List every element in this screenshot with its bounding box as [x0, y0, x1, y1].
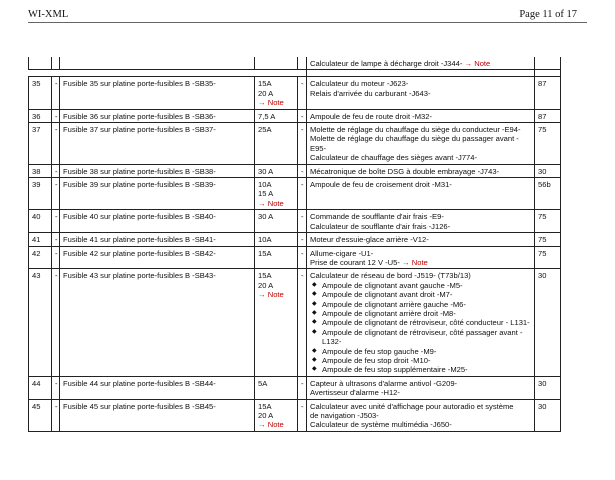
component-text: Prise de courant 12 V -U5-	[310, 257, 400, 267]
component-line: Calculateur de chauffage des sièges avant -J774-	[310, 153, 478, 163]
amperage-cell	[255, 399, 298, 431]
component-line: Avertisseur d'alarme -H12-	[310, 388, 400, 398]
amperage-cell	[255, 164, 298, 177]
component-line	[310, 258, 531, 267]
fuse-number: 36	[29, 109, 52, 122]
fuse-name: Fusible 39 sur platine porte-fusibles B -SB39-	[60, 178, 255, 210]
component-line: Commande de soufflante d'air frais -E9-	[310, 212, 444, 222]
dash-cell: -	[298, 210, 307, 233]
dash-cell: -	[298, 246, 307, 269]
header-rule	[28, 22, 587, 23]
component-cell	[307, 109, 535, 122]
dash-cell: -	[298, 178, 307, 210]
terminal-cell: 75	[535, 210, 561, 233]
table-row	[29, 178, 561, 210]
component-cell	[307, 210, 535, 233]
continuation-text: Calculateur de lampe à décharge droit -J344-	[310, 59, 463, 68]
table-row	[29, 210, 561, 233]
dash-cell: -	[52, 77, 60, 109]
amperage-cell	[255, 210, 298, 233]
fuse-name: Fusible 37 sur platine porte-fusibles B -SB37-	[60, 123, 255, 165]
terminal-cell: 30	[535, 399, 561, 431]
bullet-item: ◆ Ampoule de clignotant de rétroviseur, côté conducteur - L131-	[310, 318, 531, 327]
component-line: Calculateur avec unité d'affichage pour autoradio et système	[310, 401, 514, 411]
amperage-value: 10A	[258, 180, 272, 190]
dash-cell: -	[52, 376, 60, 399]
component-line: Calculateur de soufflante d'air frais -J126-	[310, 221, 451, 231]
document-title: WI-XML	[28, 9, 69, 20]
fuse-name: Fusible 45 sur platine porte-fusibles B -SB45-	[60, 399, 255, 431]
amperage-value: 30 A	[258, 212, 274, 222]
dash-cell: -	[298, 123, 307, 165]
terminal-cell: 75	[535, 246, 561, 269]
fuse-number: 35	[29, 77, 52, 109]
amperage-cell	[255, 246, 298, 269]
component-line: Capteur à ultrasons d'alarme antivol -G209-	[310, 378, 458, 388]
amperage-value: 5A	[258, 378, 268, 388]
amperage-value: 15 A	[258, 189, 274, 199]
note-link[interactable]: → Note	[258, 98, 284, 108]
component-cell	[307, 77, 535, 109]
component-line: Mécatronique de boîte DSG à double embrayage -J743-	[310, 166, 500, 176]
dash-cell: -	[52, 178, 60, 210]
component-cell	[307, 246, 535, 269]
continuation-row	[29, 57, 561, 70]
component-cell	[307, 178, 535, 210]
fuse-table	[28, 57, 561, 432]
bullet-item: ◆ Ampoule de clignotant avant droit -M7-	[310, 290, 531, 299]
dash-cell: -	[298, 269, 307, 376]
amperage-value: 15A	[258, 248, 272, 258]
terminal-cell: 56b	[535, 178, 561, 210]
continuation-cell	[307, 57, 535, 70]
component-line: Molette de réglage du chauffage du siège du passager avant -	[310, 134, 519, 144]
component-line: Relais d'arrivée du carburant -J643-	[310, 88, 431, 98]
component-cell	[307, 164, 535, 177]
component-line: Allume-cigare -U1-	[310, 248, 374, 258]
terminal-cell: 30	[535, 376, 561, 399]
page-number: Page 11 of 17	[519, 9, 577, 20]
bullet-item: ◆ Ampoule de clignotant avant gauche -M5-	[310, 281, 531, 290]
table-row	[29, 123, 561, 165]
dash-cell: -	[298, 164, 307, 177]
component-line: Ampoule de feu de croisement droit -M31-	[310, 180, 452, 190]
page-header	[0, 0, 615, 22]
dash-cell: -	[298, 109, 307, 122]
fuse-number: 42	[29, 246, 52, 269]
amperage-cell	[255, 109, 298, 122]
bullet-item: ◆ Ampoule de clignotant arrière droit -M8-	[310, 309, 531, 318]
table-row	[29, 399, 561, 431]
component-line: Moteur d'essuie-glace arrière -V12-	[310, 235, 429, 245]
amperage-value: 20 A	[258, 280, 274, 290]
amperage-cell	[255, 77, 298, 109]
table-row	[29, 164, 561, 177]
terminal-cell: 87	[535, 77, 561, 109]
bullet-list	[310, 281, 531, 375]
bullet-item: ◆ Ampoule de clignotant de rétroviseur, côté passager avant - L132-	[310, 328, 531, 347]
fuse-name: Fusible 44 sur platine porte-fusibles B -SB44-	[60, 376, 255, 399]
fuse-name: Fusible 41 sur platine porte-fusibles B -SB41-	[60, 233, 255, 246]
amperage-cell	[255, 376, 298, 399]
terminal-cell: 87	[535, 109, 561, 122]
fuse-number: 41	[29, 233, 52, 246]
fuse-number: 43	[29, 269, 52, 376]
dash-cell: -	[52, 269, 60, 376]
fuse-number: 40	[29, 210, 52, 233]
amperage-value: 20 A	[258, 88, 274, 98]
fuse-number: 44	[29, 376, 52, 399]
component-cell	[307, 233, 535, 246]
component-cell	[307, 269, 535, 376]
fuse-name: Fusible 35 sur platine porte-fusibles B -SB35-	[60, 77, 255, 109]
amperage-value: 15A	[258, 271, 272, 281]
amperage-cell	[255, 178, 298, 210]
bullet-item: ◆ Ampoule de clignotant arrière gauche -M6-	[310, 300, 531, 309]
component-line: Ampoule de feu de route droit -M32-	[310, 111, 432, 121]
dash-cell: -	[298, 399, 307, 431]
dash-cell: -	[298, 376, 307, 399]
fuse-name: Fusible 42 sur platine porte-fusibles B -SB42-	[60, 246, 255, 269]
component-line: Calculateur de réseau de bord -J519- (T73b/13)	[310, 271, 471, 281]
table-row	[29, 109, 561, 122]
note-link[interactable]: → Note	[258, 290, 284, 300]
fuse-number: 45	[29, 399, 52, 431]
amperage-value: 30 A	[258, 166, 274, 176]
amperage-cell	[255, 123, 298, 165]
table-row	[29, 269, 561, 376]
fuse-table-body	[29, 57, 561, 431]
bullet-item: ◆ Ampoule de feu stop gauche -M9-	[310, 347, 531, 356]
table-row	[29, 376, 561, 399]
fuse-name: Fusible 36 sur platine porte-fusibles B -SB36-	[60, 109, 255, 122]
dash-cell: -	[52, 210, 60, 233]
fuse-number: 39	[29, 178, 52, 210]
dash-cell: -	[52, 109, 60, 122]
dash-cell: -	[52, 399, 60, 431]
amperage-cell	[255, 269, 298, 376]
fuse-number: 37	[29, 123, 52, 165]
dash-cell: -	[52, 246, 60, 269]
fuse-number: 38	[29, 164, 52, 177]
note-link[interactable]: → Note	[402, 257, 428, 267]
terminal-cell: 30	[535, 164, 561, 177]
note-link[interactable]: → Note	[258, 198, 284, 208]
component-line: Calculateur du moteur -J623-	[310, 79, 409, 89]
dash-cell: -	[298, 233, 307, 246]
component-cell	[307, 123, 535, 165]
fuse-name: Fusible 38 sur platine porte-fusibles B -SB38-	[60, 164, 255, 177]
bullet-item: ◆ Ampoule de feu stop droit -M10-	[310, 356, 531, 365]
table-row	[29, 233, 561, 246]
note-link[interactable]: → Note	[258, 420, 284, 430]
table-row	[29, 246, 561, 269]
dash-cell: -	[52, 123, 60, 165]
amperage-cell	[255, 233, 298, 246]
amperage-value: 15A	[258, 79, 272, 89]
dash-cell: -	[52, 164, 60, 177]
dash-cell: -	[298, 77, 307, 109]
amperage-value: 25A	[258, 125, 272, 135]
bullet-item: ◆ Ampoule de feu stop supplémentaire -M25-	[310, 365, 531, 374]
component-line: de navigation -J503-	[310, 411, 379, 420]
dash-cell: -	[52, 233, 60, 246]
amperage-value: 7,5 A	[258, 111, 276, 121]
component-line: Calculateur de système multimédia -J650-	[310, 420, 452, 430]
amperage-value: 20 A	[258, 411, 274, 420]
table-row	[29, 77, 561, 109]
note-link[interactable]: → Note	[464, 59, 491, 68]
component-line: Molette de réglage du chauffage du siège du conducteur -E94-	[310, 125, 521, 135]
fuse-name: Fusible 40 sur platine porte-fusibles B -SB40-	[60, 210, 255, 233]
fuse-name: Fusible 43 sur platine porte-fusibles B -SB43-	[60, 269, 255, 376]
terminal-cell: 30	[535, 269, 561, 376]
component-cell	[307, 376, 535, 399]
component-cell	[307, 399, 535, 431]
component-line: E95-	[310, 143, 327, 153]
spacer-row	[29, 70, 561, 77]
terminal-cell: 75	[535, 123, 561, 165]
amperage-value: 10A	[258, 235, 272, 245]
amperage-value: 15A	[258, 401, 272, 411]
terminal-cell: 75	[535, 233, 561, 246]
